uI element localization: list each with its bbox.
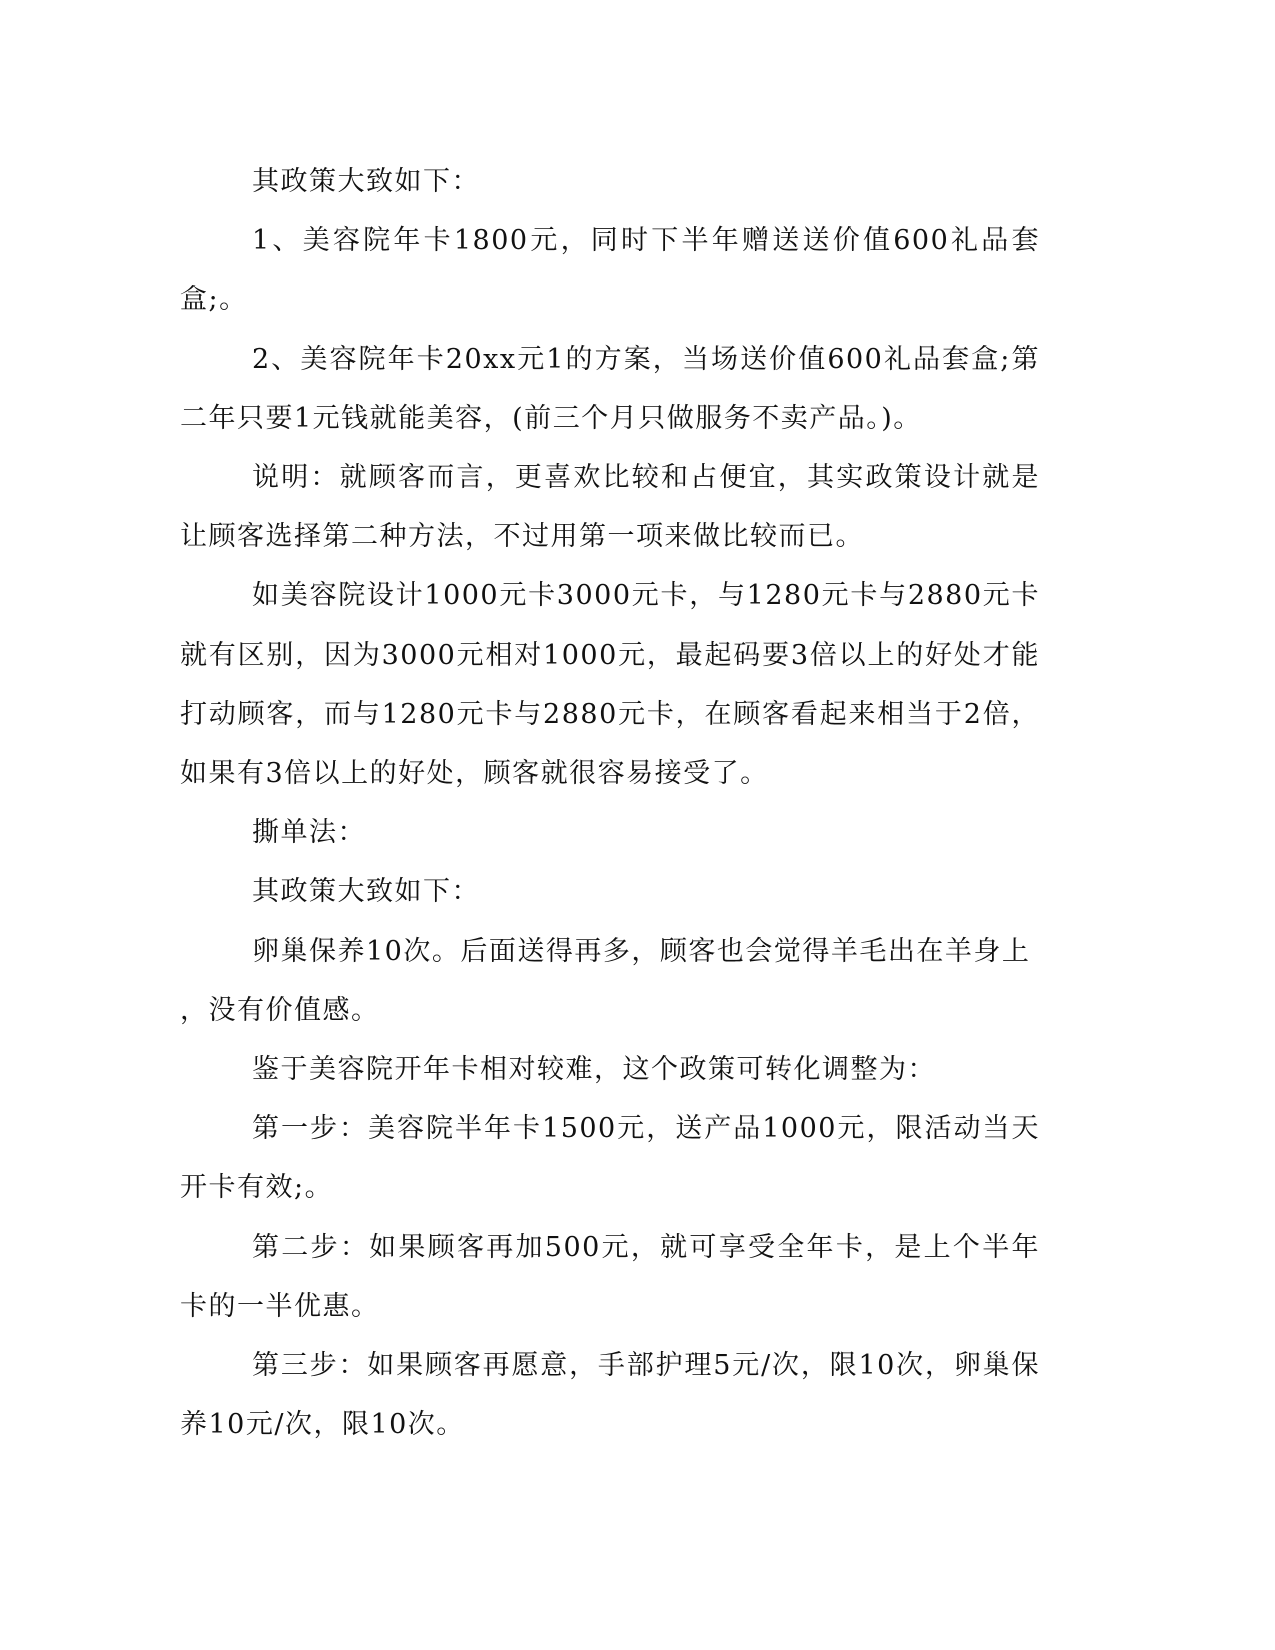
paragraph-option-1: 1、美容院年卡1800元，同时下半年赠送送价值600礼品套盒;。 xyxy=(180,225,1040,316)
paragraph-tear-order-heading: 撕单法： xyxy=(252,817,366,849)
paragraph-ovary-care: 卵巢保养10次。后面送得再多，顾客也会觉得羊毛出在羊身上 xyxy=(252,935,1031,967)
paragraph-ovary-care-continued: ，没有价值感。 xyxy=(180,994,380,1026)
paragraph-policy-intro-2: 其政策大致如下： xyxy=(252,876,480,908)
paragraph-option-2: 2、美容院年卡20xx元1的方案，当场送价值600礼品套盒;第二年只要1元钱就能美容，(前三个月只做服务不卖产品。)。 xyxy=(180,343,1040,434)
paragraph-policy-intro: 其政策大致如下： xyxy=(252,166,480,197)
paragraph-adjustment: 鉴于美容院开年卡相对较难，这个政策可转化调整为： xyxy=(252,1054,936,1086)
document-body xyxy=(180,152,1040,1454)
paragraph-step-3: 第三步：如果顾客再愿意，手部护理5元/次，限10次，卵巢保养10元/次，限10次。 xyxy=(180,1350,1040,1441)
paragraph-step-2: 第二步：如果顾客再加500元，就可享受全年卡，是上个半年卡的一半优惠。 xyxy=(180,1231,1040,1322)
paragraph-step-1: 第一步：美容院半年卡1500元，送产品1000元，限活动当天开卡有效;。 xyxy=(180,1113,1040,1204)
paragraph-card-example: 如美容院设计1000元卡3000元卡，与1280元卡与2880元卡就有区别，因为3000元相对1000元，最起码要3倍以上的好处才能打动顾客，而与1280元卡与2880元卡，在顾客看起来相当于2倍，如果有3倍以上的好处，顾客就很容易接受了。 xyxy=(180,580,1040,790)
paragraph-explanation: 说明：就顾客而言，更喜欢比较和占便宜，其实政策设计就是让顾客选择第二种方法，不过用第一项来做比较而已。 xyxy=(180,462,1040,553)
